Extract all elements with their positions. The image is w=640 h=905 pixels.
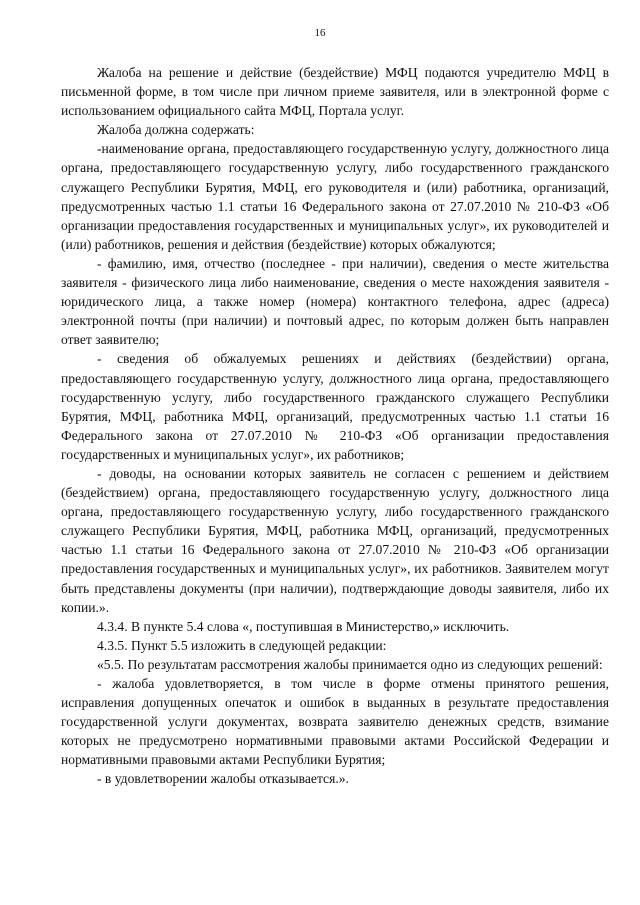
paragraph-appealed-decisions: - сведения об обжалуемых решениях и действиях (бездействии) органа, предоставляющего государственную услугу, должностного лица органа, предоставляющего государственную услугу, либо государственного гражданского служащего Республики Бурятия, МФЦ, работника МФЦ, организаций, предусмотренных частью 1.1 статьи 16 Федерального закона от 27.07.2010 № 210-ФЗ «Об организации предоставления государственных и муниципальных услуг», их работников; [61, 351, 609, 462]
paragraph-applicant-details: - фамилию, имя, отчество (последнее - при наличии), сведения о месте жительства заявителя - физического лица либо наименование, сведения о месте нахождения заявителя - юридического лица, а также номер (номера) контактного телефона, адрес (адреса) электронной почты (при наличии) и почтовый адрес, по которым должен быть направлен ответ заявителю; [61, 255, 609, 348]
paragraph-complaint-contents-intro: Жалоба должна содержать: [97, 122, 255, 138]
paragraph-arguments: - доводы, на основании которых заявитель не согласен с решением и действием (бездействием) органа, предоставляющего государственную услугу, должностного лица органа, предоставляющего государственную услугу, либо государственного гражданского служащего Республики Бурятия, МФЦ, работника МФЦ, организаций, предусмотренных частью 1.1 статьи 16 Федерального закона от 27.07.2010 № 210-ФЗ «Об организации предоставления государственных и муниципальных услуг», их работников. Заявителем могут быть представлены документы (при наличии), подтверждающие доводы заявителя, либо их копии.». [61, 465, 609, 615]
document-body [61, 63, 609, 789]
paragraph-clause-5-5: «5.5. По результатам рассмотрения жалобы принимается одно из следующих решений: [97, 656, 603, 672]
paragraph-clause-4-3-5: 4.3.5. Пункт 5.5 изложить в следующей редакции: [97, 637, 387, 653]
paragraph-complaint-satisfied: - жалоба удовлетворяется, в том числе в форме отмены принятого решения, исправления допущенных опечаток и ошибок в выданных в результате предоставления государственной услуги документах, возврата заявителю денежных средств, взимание которых не предусмотрено нормативными правовыми актами Российской Федерации и нормативными правовыми актами Республики Бурятия; [61, 676, 609, 768]
page-number: 16 [314, 27, 326, 39]
paragraph-complaint-submission: Жалоба на решение и действие (бездействие) МФЦ подаются учредителю МФЦ в письменной форме, в том числе при личном приеме заявителя, или в электронной форме с использованием официального сайта МФЦ, Портала услуг. [61, 65, 609, 119]
paragraph-complaint-rejected: - в удовлетворении жалобы отказывается.». [97, 771, 349, 787]
paragraph-clause-4-3-4: 4.3.4. В пункте 5.4 слова «, поступившая в Министерство,» исключить. [97, 618, 510, 634]
paragraph-authority-name: -наименование органа, предоставляющего государственную услугу, должностного лица органа, предоставляющего государственную услугу, либо государственного гражданского служащего Республики Бурятия, МФЦ, его руководителя и (или) работника, организаций, предусмотренных частью 1.1 статьи 16 Федерального закона от 27.07.2010 № 210-ФЗ «Об организации предоставления государственных и муниципальных услуг», их руководителей и (или) работников, решения и действия (бездействие) которых обжалуются; [61, 141, 609, 252]
